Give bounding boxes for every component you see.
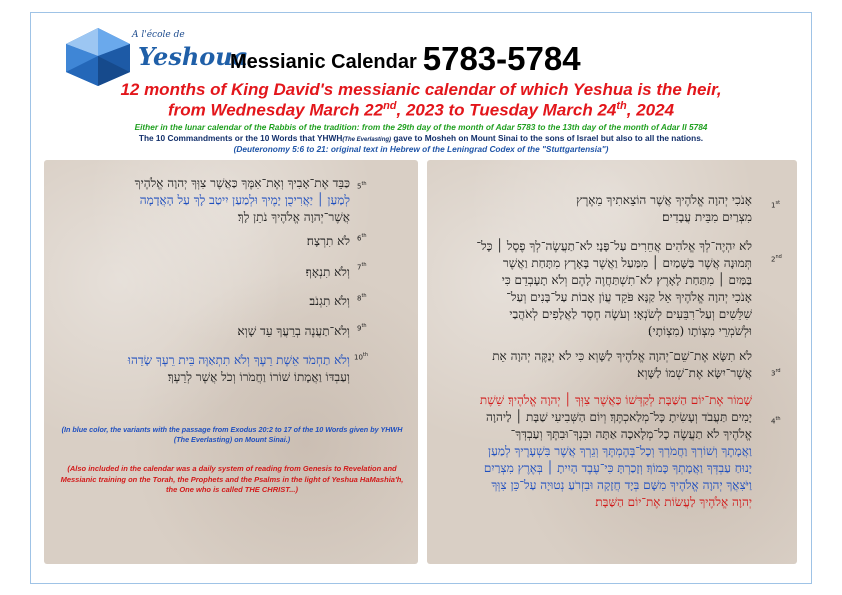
commandment-4-line-2: יָמִים תַּעֲבֹד וְעָשִׂיתָ כָּל־מְלַאכְתֶּךָ׃ וְיוֹם הַשְּׁבִיעִי שַׁבָּת ׀ לַיהוָה [485, 410, 752, 424]
commandment-3-line-1: לֹא תִשָּׂא אֶת־שֵׁם־יְהוָה אֱלֹהֶיךָ לַשָּׁוְא כִּי לֹא יְנַקֶּה יְהוָה אֵת [492, 349, 752, 363]
subtitle-part-b: , 2023 to Tuesday March 24 [396, 100, 617, 120]
hexagon-gem-icon [62, 26, 134, 88]
commandment-1-line-2: מִצְרַיִם מִבֵּית עֲבָדִים׃ [662, 210, 752, 224]
commandment-4 [432, 392, 752, 511]
title-years: 5783-5784 [422, 40, 581, 77]
number-3: 3rd [771, 368, 781, 378]
commandment-5-line-3: אֲשֶׁר־יְהוָה אֱלֹהֶיךָ נֹתֵן לָךְ׃ [237, 210, 350, 224]
subtitle-part-c: , 2024 [626, 100, 675, 120]
commandment-5-line-1: כַּבֵּד אֶת־אָבִיךָ וְאֶת־אִמֶּךָ כַּאֲשֶׁר צִוְּךָ יְהוָה אֱלֹהֶיךָ [134, 176, 350, 190]
commandment-10-line-2: וְעַבְדּוֹ וַאֲמָתוֹ שׁוֹרוֹ וַחֲמֹרוֹ וְכֹל אֲשֶׁר לְרֵעֶךָ׃ [167, 370, 350, 384]
commandments-text-small: (The Everlasting) [342, 137, 392, 143]
subtitle-sup-b: th [616, 100, 627, 112]
number-7: 7th [357, 262, 367, 272]
commandment-1-line-1: אָנֹכִי יְהוָה אֱלֹהֶיךָ אֲשֶׁר הוֹצֵאתִיךָ מֵאֶרֶץ [576, 193, 752, 207]
number-6: 6th [357, 233, 367, 243]
logo-name: Yeshoua [138, 42, 249, 71]
commandment-1 [432, 192, 752, 226]
subtitle-sup-a: nd [383, 100, 397, 112]
commandment-4-line-1: שָׁמוֹר אֶת־יוֹם הַשַּׁבָּת לְקַדְּשׁוֹ כַּאֲשֶׁר צִוְּךָ ׀ יְהוָה אֱלֹהֶיךָ׃ שֵׁשֶׁת [479, 393, 752, 407]
number-10: 10th [354, 352, 369, 362]
commandment-6: לֹא תִרְצָח׃ [306, 234, 350, 248]
title-text: Messianic Calendar [230, 51, 417, 73]
commandment-3 [432, 348, 752, 382]
number-5: 5th [357, 181, 367, 191]
subtitle-part-a: from Wednesday March 22 [167, 100, 384, 120]
commandment-2-line-1: לֹא יִהְיֶה־לְךָ אֱלֹהִים אֲחֵרִים עַל־פָּנָי׃ לֹא־תַעֲשֶׂה־לְךָ פֶסֶל ׀ כָּל־ [476, 239, 752, 253]
number-4: 4th [771, 416, 781, 426]
commandment-10-line-1: וְלֹא תַחְמֹד אֵשֶׁת רֵעֶךָ וְלֹא תִתְאַוֶּה בֵּית רֵעֶךָ שָׂדֵהוּ [127, 353, 350, 367]
variants-note: (In blue color, the variants with the passage from Exodus 20:2 to 17 of the 10 Words given by YHWH (The Everlasting) on Mount Sinai.) [61, 425, 403, 444]
commandment-7: וְלֹא תִנְאָף׃ [305, 265, 350, 279]
lunar-calendar-line: Either in the lunar calendar of the Rabbis of the tradition: from the 29th day of the month of Adar 5783 to the 13th day of the month of Adar II 5784 [134, 122, 708, 132]
commandment-2-line-4: אָנֹכִי יְהוָה אֱלֹהֶיךָ אֵל קַנָּא פֹּקֵד עֲוֹן אָבוֹת עַל־בָּנִים וְעַל־ [506, 290, 752, 304]
page-title [230, 40, 581, 78]
commandment-4-line-6: וַיֹּצִאֲךָ יְהוָה אֱלֹהֶיךָ מִשָּׁם בְּיָד חֲזָקָה וּבִזְרֹעַ נְטוּיָה עַל־כֵּן צִוְּךָ [491, 478, 752, 492]
commandment-5 [60, 175, 350, 226]
reading-system-note: (Also included in the calendar was a daily system of reading from Genesis to Revelation and Messianic training on the Torah, the Prophets and the Psalms in the light of Yeshua HaMashia'h, the One who is called THE CHRIST...) [60, 464, 404, 494]
number-1: 1st [771, 200, 781, 210]
subtitle-line-2 [0, 100, 842, 121]
commandment-2-line-3: בַּמַּיִם ׀ מִתַּחַת לָאָרֶץ׃ לֹא־תִשְׁתַּחֲוֶה לָהֶם וְלֹא תָעָבְדֵם כִּי [501, 273, 752, 287]
commandment-9: וְלֹא־תַעֲנֶה בְרֵעֲךָ עֵד שָׁוְא׃ [237, 324, 350, 338]
commandment-4-line-5: יָנוּחַ עַבְדְּךָ וַאֲמָתְךָ כָּמוֹךָ׃ וְזָכַרְתָּ כִּי־עֶבֶד הָיִיתָ ׀ בְּאֶרֶץ מִצְרַיִם [483, 461, 752, 475]
commandment-4-line-7: יְהוָה אֱלֹהֶיךָ לַעֲשׂוֹת אֶת־יוֹם הַשַּׁבָּת׃ [595, 495, 752, 509]
commandment-2 [432, 238, 752, 340]
commandment-4-line-4: וַאֲמָתֶךָ וְשׁוֹרְךָ וַחֲמֹרְךָ וְכָל־בְּהֶמְתֶּךָ וְגֵרְךָ אֲשֶׁר בִּשְׁעָרֶיךָ לְמַעַן [488, 444, 752, 458]
logo-tagline: A l'école de [132, 30, 185, 40]
commandments-text-b: gave to Mosheh on Mount Sinai to the sons of Israel but also to all the nations. [391, 133, 704, 143]
commandments-text-a: The 10 Commandments or the 10 Words that YHWH [138, 133, 343, 143]
logo [62, 26, 249, 86]
commandment-2-line-6: וּלְשֹׁמְרֵי מִצְוֹתָו (מִצְוֹתָי)׃ [647, 324, 752, 338]
commandment-4-line-3: אֱלֹהֶיךָ לֹא תַעֲשֶׂה כָל־מְלָאכָה אַתָּה וּבִנְךָ־וּבִתֶּךָ וְעַבְדְּךָ־ [510, 427, 752, 441]
number-2: 2nd [771, 254, 782, 264]
commandment-10 [60, 352, 350, 386]
commandment-8: וְלֹא תִגְנֹב׃ [309, 294, 350, 308]
commandment-3-line-2: אֲשֶׁר־יִשָּׂא אֶת־שְׁמוֹ לַשָּׁוְא׃ [637, 366, 752, 380]
commandment-5-line-2: לְמַעַן ׀ יַאֲרִיכֻן יָמֶיךָ וּלְמַעַן יִיטַב לָךְ עַל הָאֲדָמָה [139, 193, 350, 207]
commandment-2-line-5: שִׁלֵּשִׁים וְעַל־רִבֵּעִים לְשֹׂנְאָי׃ וְעֹשֶׂה חֶסֶד לַאֲלָפִים לְאֹהֲבַי [509, 307, 752, 321]
number-8: 8th [357, 293, 367, 303]
number-9: 9th [357, 323, 367, 333]
source-line: (Deuteronomy 5:6 to 21: original text in Hebrew of the Leningrad Codex of the "Stuttgartensia") [233, 144, 609, 154]
commandment-2-line-2: תְּמוּנָה אֲשֶׁר בַּשָּׁמַיִם ׀ מִמַּעַל וַאֲשֶׁר בָּאָרֶץ מִתָּחַת וַאֲשֶׁר [502, 256, 752, 270]
subtitle-line-1: 12 months of King David's messianic calendar of which Yeshua is the heir, [120, 80, 722, 99]
commandments-line [0, 133, 842, 143]
